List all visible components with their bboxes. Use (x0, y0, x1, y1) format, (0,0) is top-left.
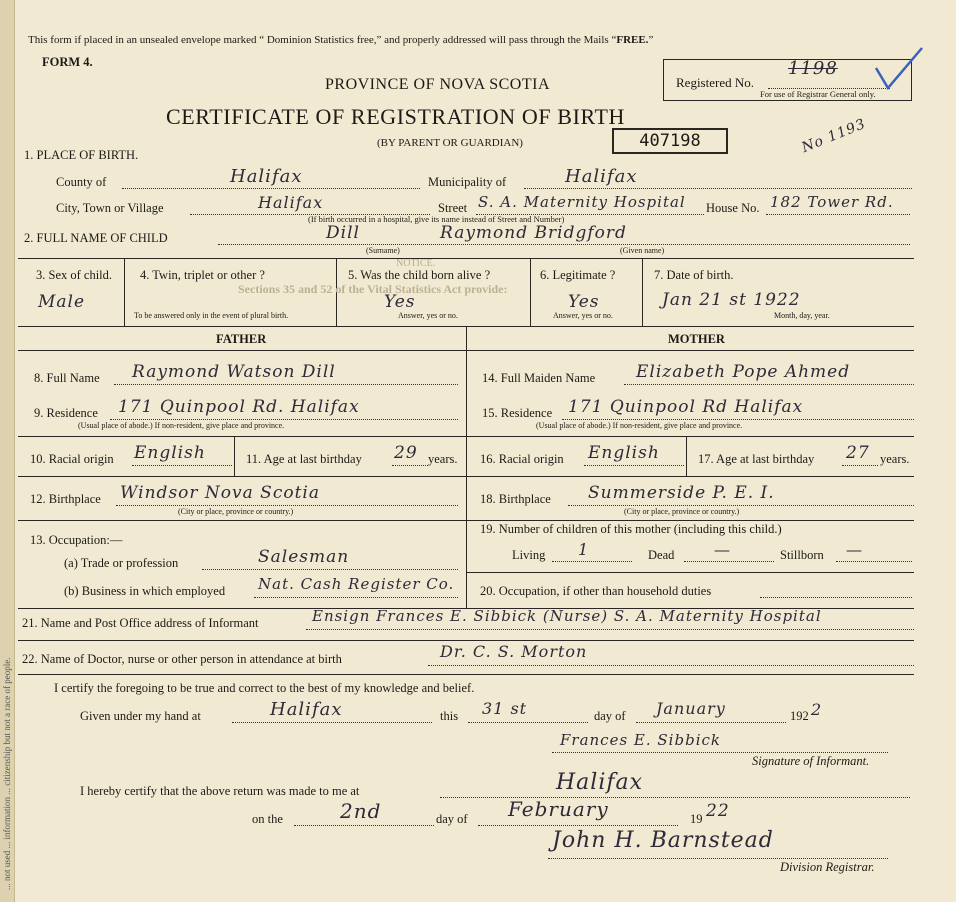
return-place-value: Halifax (556, 770, 644, 795)
born-alive-label: 5. Was the child born alive ? (348, 268, 491, 282)
reg-month-line (478, 825, 678, 826)
occupation-label: 13. Occupation:— (30, 533, 123, 547)
return-label: I hereby certify that the above return was made to me at (80, 784, 360, 798)
row-divider (18, 436, 466, 437)
father-name-line (114, 384, 458, 385)
day-line (468, 722, 588, 723)
year-prefix: 192 (790, 709, 809, 723)
certify-statement: I certify the foregoing to be true and correct to the best of my knowledge and belief. (54, 681, 475, 695)
child-surname-value: Dill (326, 223, 360, 243)
edge-text: ... not used ... information ... citizenship but not a race of people. (2, 657, 12, 890)
living-line (552, 561, 632, 562)
father-residence-value: 171 Quinpool Rd. Halifax (118, 397, 360, 417)
reg-day-line (294, 825, 434, 826)
mother-racial-value: English (588, 443, 660, 463)
doctor-line (428, 665, 914, 666)
column-divider (124, 258, 125, 326)
stamp-number: 407198 (612, 128, 728, 154)
informant-label: 21. Name and Post Office address of Informant (22, 616, 259, 630)
registrar-use-note: For use of Registrar General only. (760, 89, 876, 99)
mother-residence-value: 171 Quinpool Rd Halifax (568, 397, 804, 417)
column-divider (686, 436, 687, 476)
surname-note: (Surname) (366, 246, 400, 255)
father-birthplace-line (116, 505, 458, 506)
reg-month-value: February (508, 797, 609, 821)
column-divider (642, 258, 643, 326)
born-alive-value: Yes (384, 292, 416, 312)
day-value: 31 st (482, 699, 528, 718)
notice-line: Sections 35 and 52 of the Vital Statistics Act provide: (238, 282, 508, 296)
row-divider (466, 436, 914, 437)
row-divider (18, 520, 914, 521)
father-racial-line (132, 465, 232, 466)
business-line (254, 597, 458, 598)
father-heading: FATHER (216, 332, 267, 346)
child-given-value: Raymond Bridgford (440, 223, 627, 243)
mother-birthplace-label: 18. Birthplace (480, 492, 551, 506)
child-name-line (218, 244, 910, 245)
given-place-value: Halifax (270, 699, 343, 720)
father-residence-label: 9. Residence (34, 406, 98, 420)
given-name-note: (Given name) (620, 246, 665, 255)
this-label: this (440, 709, 459, 723)
registrar-label: Division Registrar. (780, 860, 875, 874)
municipality-label: Municipality of (428, 175, 507, 189)
father-years-label: years. (428, 452, 458, 466)
father-racial-label: 10. Racial origin (30, 452, 114, 466)
municipality-line (524, 188, 912, 189)
living-value: 1 (578, 540, 590, 559)
registrar-signature: John H. Barnstead (552, 828, 774, 853)
street-label: Street (438, 201, 468, 215)
legitimate-note: Answer, yes or no. (553, 311, 613, 320)
notice-title: NOTICE. (396, 258, 436, 269)
row-divider (18, 258, 914, 259)
binding-edge (0, 0, 15, 902)
hospital-note: (If birth occurred in a hospital, give its name instead of Street and Number) (308, 214, 565, 224)
mother-occupation-line (760, 597, 912, 598)
year-value: 2 (811, 700, 823, 719)
month-value: January (656, 699, 726, 718)
business-value: Nat. Cash Register Co. (258, 575, 455, 593)
father-residence-line (110, 419, 458, 420)
corner-note: No 1193 (799, 115, 869, 157)
street-value: S. A. Maternity Hospital (478, 193, 686, 211)
certificate-subtitle: (BY PARENT OR GUARDIAN) (377, 137, 523, 149)
twin-note: To be answered only in the event of plural birth. (134, 311, 289, 320)
column-divider (530, 258, 531, 326)
row-divider (18, 640, 914, 641)
father-birthplace-label: 12. Birthplace (30, 492, 101, 506)
mother-name-label: 14. Full Maiden Name (482, 371, 596, 385)
stillborn-value: — (846, 540, 863, 559)
father-name-value: Raymond Watson Dill (132, 362, 336, 382)
child-name-label: 2. FULL NAME OF CHILD (24, 231, 168, 245)
mail-notice (28, 34, 653, 46)
mail-notice-text: This form if placed in an unsealed envelope marked “ Dominion Statistics free,” and properly addressed will pass through the Mails “ (28, 34, 617, 46)
sex-label: 3. Sex of child. (36, 268, 113, 282)
certificate-title: CERTIFICATE OF REGISTRATION OF BIRTH (166, 104, 625, 129)
mother-racial-line (584, 465, 684, 466)
date-of-birth-label: 7. Date of birth. (654, 268, 734, 282)
mother-birthplace-note: (City or place, province or country.) (624, 507, 740, 516)
row-divider (466, 572, 914, 573)
children-label: 19. Number of children of this mother (including this child.) (480, 522, 782, 536)
mother-age-label: 17. Age at last birthday (698, 452, 815, 466)
father-age-label: 11. Age at last birthday (246, 452, 362, 466)
province-heading: PROVINCE OF NOVA SCOTIA (325, 76, 551, 93)
informant-value: Ensign Frances E. Sibbick (Nurse) S. A. Maternity Hospital (312, 607, 822, 625)
father-name-label: 8. Full Name (34, 371, 100, 385)
given-label: Given under my hand at (80, 709, 201, 723)
mother-occupation-label: 20. Occupation, if other than household duties (480, 584, 712, 598)
trade-line (202, 569, 458, 570)
mother-birthplace-line (568, 505, 914, 506)
father-racial-value: English (134, 443, 206, 463)
legitimate-label: 6. Legitimate ? (540, 268, 616, 282)
trade-label: (a) Trade or profession (64, 556, 179, 570)
municipality-value: Halifax (565, 166, 638, 187)
city-value: Halifax (258, 193, 324, 212)
informant-signature-line (552, 752, 888, 753)
dead-label: Dead (648, 548, 675, 562)
column-divider (234, 436, 235, 476)
legitimate-value: Yes (568, 292, 600, 312)
mother-age-line (842, 465, 878, 466)
row-divider (18, 674, 914, 675)
living-label: Living (512, 548, 546, 562)
informant-signature: Frances E. Sibbick (560, 731, 721, 749)
mail-notice-free: FREE. (616, 34, 649, 46)
check-mark-icon (870, 42, 930, 94)
row-divider (18, 476, 466, 477)
mother-name-line (624, 384, 914, 385)
father-birthplace-value: Windsor Nova Scotia (120, 483, 320, 503)
mail-notice-end: ” (648, 34, 654, 46)
informant-signature-label: Signature of Informant. (752, 754, 870, 768)
center-divider (466, 326, 467, 608)
county-label: County of (56, 175, 107, 189)
city-label: City, Town or Village (56, 201, 164, 215)
reg-day-value: 2nd (340, 799, 382, 823)
informant-line (306, 629, 914, 630)
mother-residence-line (562, 419, 914, 420)
county-value: Halifax (230, 166, 303, 187)
day-of-label: day of (594, 709, 626, 723)
on-the-label: on the (252, 812, 283, 826)
county-line (122, 188, 420, 189)
trade-value: Salesman (258, 547, 350, 567)
father-age-value: 29 (394, 443, 418, 463)
mother-racial-label: 16. Racial origin (480, 452, 564, 466)
date-of-birth-value: Jan 21 st 1922 (662, 290, 801, 310)
twin-label: 4. Twin, triplet or other ? (140, 268, 265, 282)
reg-day-of-label: day of (436, 812, 468, 826)
mother-residence-note: (Usual place of abode.) If non-resident, give place and province. (536, 421, 743, 430)
reg-year-value: 22 (706, 801, 730, 821)
row-divider (466, 476, 914, 477)
registered-number-label: Registered No. (676, 75, 754, 90)
dead-value: — (714, 540, 731, 559)
business-label: (b) Business in which employed (64, 584, 226, 598)
stillborn-line (836, 561, 912, 562)
reg-year-prefix: 19 (690, 812, 703, 826)
house-number-value: 182 Tower Rd. (770, 193, 894, 211)
registered-number-value: 1198 (788, 58, 838, 79)
stillborn-label: Stillborn (780, 548, 824, 562)
doctor-value: Dr. C. S. Morton (440, 642, 588, 661)
born-alive-note: Answer, yes or no. (398, 311, 458, 320)
mother-years-label: years. (880, 452, 910, 466)
given-place-line (232, 722, 432, 723)
mother-birthplace-value: Summerside P. E. I. (588, 483, 775, 503)
form-number: FORM 4. (42, 55, 93, 69)
father-birthplace-note: (City or place, province or country.) (178, 507, 294, 516)
sex-value: Male (38, 292, 86, 312)
mother-heading: MOTHER (668, 332, 725, 346)
father-age-line (392, 465, 428, 466)
place-of-birth-heading: 1. PLACE OF BIRTH. (24, 148, 139, 162)
date-of-birth-note: Month, day, year. (774, 311, 830, 320)
mother-age-value: 27 (846, 443, 870, 463)
house-number-label: House No. (706, 201, 760, 215)
mother-residence-label: 15. Residence (482, 406, 553, 420)
doctor-label: 22. Name of Doctor, nurse or other person in attendance at birth (22, 652, 342, 666)
registrar-signature-line (548, 858, 888, 859)
father-residence-note: (Usual place of abode.) If non-resident, give place and province. (78, 421, 285, 430)
mother-name-value: Elizabeth Pope Ahmed (636, 362, 851, 382)
month-line (636, 722, 786, 723)
house-number-line (766, 214, 910, 215)
dead-line (684, 561, 774, 562)
